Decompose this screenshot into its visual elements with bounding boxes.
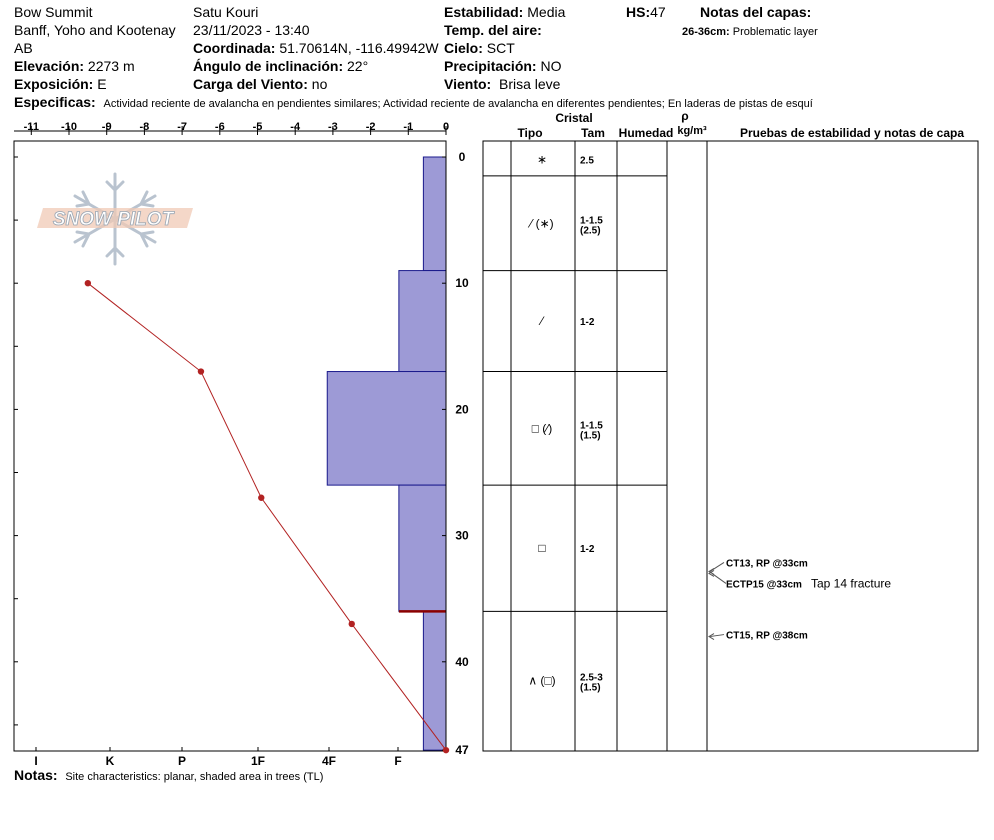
header-tests: Pruebas de estabilidad y notas de capa [739, 126, 965, 140]
snowpilot-logo [37, 174, 193, 264]
wind-load-label: Carga del Viento: [193, 76, 308, 92]
wind-label: Viento: [444, 76, 492, 92]
layer-grain-type: ⁄ [540, 314, 544, 329]
hardness-tick-label: F [394, 754, 402, 768]
layer-grain-size: 1-2 [580, 317, 595, 329]
specifics-label: Especificas: [14, 94, 96, 110]
layer-note-text: Problematic layer [732, 26, 818, 38]
hardness-tick-label: 1F [250, 754, 266, 768]
layer-grain-size: 1-2 [580, 544, 595, 556]
hardness-tick-label: K [105, 754, 115, 768]
depth-tick-label: 10 [455, 276, 469, 291]
layer-note-depth: 26-36cm: [682, 26, 730, 38]
coord-label: Coordinada: [193, 40, 276, 56]
layer-grain-size-secondary: (1.5) [580, 682, 601, 694]
elevation-value: 2273 m [87, 58, 135, 74]
hardness-bar [423, 157, 446, 271]
header-size: Tam [581, 126, 605, 140]
hs-label: HS: [626, 4, 651, 20]
header-rho: ρ [681, 109, 689, 123]
incline-label: Ángulo de inclinación: [193, 58, 344, 74]
temp-tick-label: -6 [214, 121, 225, 133]
layer-grain-size: 2.5-3 [580, 672, 603, 684]
layer-grain-size: 1-1.5 [580, 420, 603, 432]
wind-value: Brisa leve [498, 76, 561, 92]
hardness-bar [399, 485, 446, 611]
hardness-bar [423, 611, 446, 750]
layer-grain-size-secondary: (2.5) [580, 225, 601, 237]
stability-value: Media [527, 4, 566, 20]
temp-tick-label: -2 [365, 121, 376, 133]
notes-label: Notas: [14, 767, 58, 783]
layer-grain-size-secondary: (1.5) [580, 430, 601, 442]
test-code: CT15, RP @38cm [726, 630, 808, 642]
temp-tick-label: -4 [290, 121, 301, 133]
layer-grain-size: 1-1.5 [580, 215, 603, 227]
elevation-label: Elevación: [14, 58, 85, 74]
temp-tick-label: -11 [23, 121, 39, 133]
temperature-point [258, 495, 264, 501]
sky-value: SCT [486, 40, 515, 56]
header-type: Tipo [517, 126, 543, 140]
precip-label: Precipitación: [444, 58, 537, 74]
test-code: CT13, RP @33cm [726, 558, 808, 570]
temp-tick-label: -8 [139, 121, 150, 133]
header-density-unit: kg/m³ [677, 125, 707, 137]
notes-value: Site characteristics: planar, shaded area in trees (TL) [65, 771, 324, 783]
temperature-point [349, 621, 355, 627]
stability-label: Estabilidad: [444, 4, 524, 20]
layer-grain-type: □ [538, 541, 546, 556]
header-crystal: Cristal [555, 111, 593, 125]
depth-tick-label: 0 [458, 150, 466, 164]
temperature-point [85, 280, 91, 286]
depth-tick-label: 20 [455, 402, 469, 417]
precip-value: NO [540, 58, 562, 74]
hardness-profile [327, 157, 446, 750]
test-note: Tap 14 fracture [811, 576, 892, 591]
temperature-line [88, 283, 446, 750]
incline-value: 22° [347, 58, 369, 74]
layer-grain-type: ∗ [536, 152, 548, 167]
region: AB [14, 40, 33, 56]
temp-tick-label: -1 [403, 121, 414, 133]
hardness-bar [399, 271, 446, 372]
hs-value: 47 [650, 4, 666, 20]
hardness-tick-label: P [177, 754, 187, 768]
temp-tick-label: -5 [252, 121, 263, 133]
depth-tick-label: 30 [455, 528, 469, 543]
depth-tick-label: 40 [455, 654, 469, 669]
layer-notes-label: Notas del capas: [700, 4, 812, 20]
aspect-value: E [97, 76, 107, 92]
temp-tick-label: -3 [328, 121, 338, 133]
air-temp-label: Temp. del aire: [444, 22, 542, 38]
temp-tick-label: -7 [177, 121, 187, 133]
header-moisture: Humedad [618, 126, 674, 140]
layer-grain-size: 2.5 [580, 155, 594, 167]
specifics-value: Actividad reciente de avalancha en pendientes similares; Actividad reciente de avalancha en diferentes pendientes; En laderas de pistas de esquí [103, 98, 813, 110]
coord-value: 51.70614N, -116.49942W [279, 40, 439, 56]
temp-tick-label: -9 [101, 121, 112, 133]
temp-tick-label: 0 [442, 121, 450, 133]
logo-text: SNOW PILOT [52, 209, 174, 230]
hardness-bar [327, 372, 446, 486]
temperature-point [443, 747, 449, 753]
wind-load-value: no [311, 76, 328, 92]
layer-grain-type: ⁄ (∗) [530, 216, 554, 231]
sky-label: Cielo: [444, 40, 483, 56]
depth-tick-label: 47 [455, 743, 469, 758]
temperature-profile [85, 280, 450, 753]
datetime: 23/11/2023 - 13:40 [193, 22, 310, 38]
observer: Satu Kouri [193, 4, 259, 20]
hardness-tick-label: 4F [321, 754, 337, 768]
aspect-label: Exposición: [14, 76, 94, 92]
test-code: ECTP15 @33cm [726, 579, 802, 591]
temperature-point [198, 368, 204, 374]
location: Bow Summit [14, 4, 93, 20]
layer-grain-type: □ (⁄) [531, 421, 553, 436]
hardness-tick-label: I [34, 754, 38, 768]
layer-grain-type: ∧ (□) [528, 673, 556, 688]
range: Banff, Yoho and Kootenay [14, 22, 176, 38]
temp-tick-label: -10 [61, 121, 77, 133]
